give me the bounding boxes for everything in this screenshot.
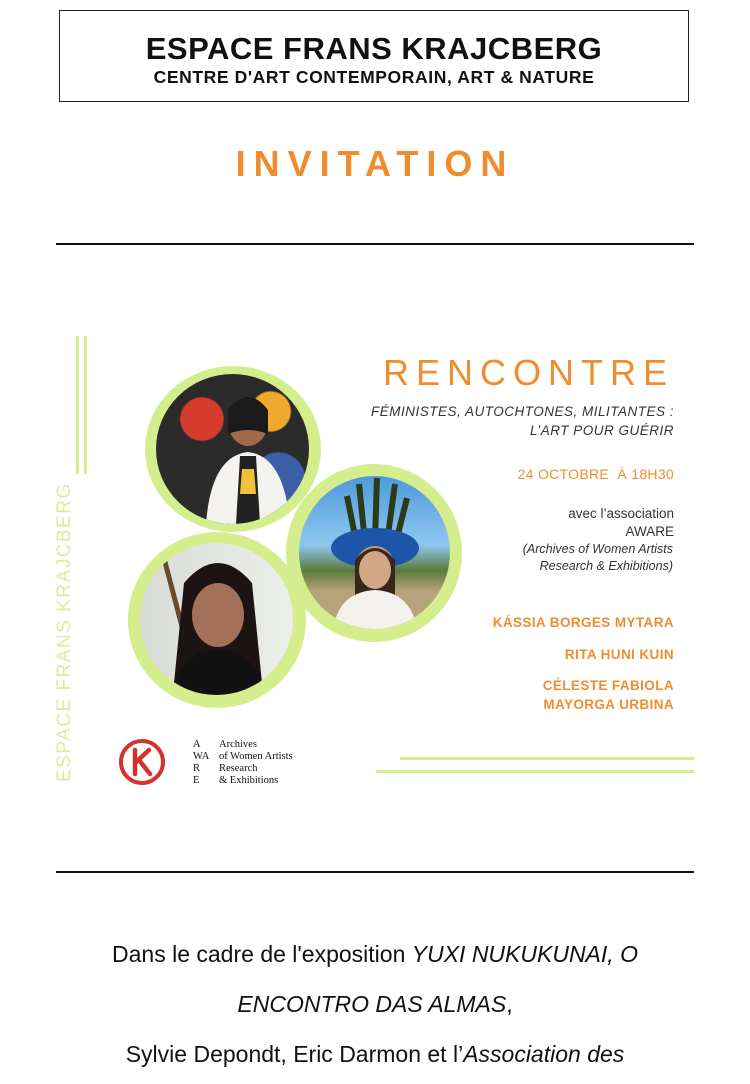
aware-letter: E bbox=[193, 775, 200, 786]
aware-word: Research bbox=[219, 763, 258, 774]
poster-subtitle-line2: L’ART POUR GUÉRIR bbox=[529, 423, 674, 438]
poster-vertical-label: ESPACE FRANS KRAJCBERG bbox=[54, 482, 75, 782]
body-text-plain: Dans le cadre de l'exposition bbox=[112, 941, 412, 967]
body-line-2 bbox=[0, 991, 750, 1018]
body-text-plain: Sylvie Depondt, Eric Darmon et l’ bbox=[125, 1041, 464, 1067]
photo-circle-kassia bbox=[145, 366, 321, 532]
photo-circle-celeste bbox=[128, 532, 306, 708]
portrait-figure-icon bbox=[156, 374, 309, 524]
exhibition-title: YUXI NUKUKUNAI, O bbox=[411, 941, 638, 967]
event-date: 24 OCTOBRE À 18H30 bbox=[517, 466, 674, 482]
association-line1: avec l’association bbox=[568, 506, 674, 521]
aware-letter: WA bbox=[193, 751, 210, 762]
aware-letter: R bbox=[193, 763, 201, 774]
exhibition-title: ENCONTRO DAS ALMAS bbox=[237, 991, 507, 1017]
poster-subtitle-line1: FÉMINISTES, AUTOCHTONES, MILITANTES : bbox=[370, 404, 674, 419]
krajcberg-logo-icon bbox=[118, 738, 166, 786]
poster-heading: RENCONTRE bbox=[382, 352, 674, 393]
portrait-figure-icon bbox=[299, 476, 450, 629]
aware-letter: A bbox=[193, 739, 201, 750]
poster-subtitle bbox=[371, 402, 674, 440]
portrait-image bbox=[156, 374, 309, 524]
artist-name: MAYORGA URBINA bbox=[543, 697, 674, 712]
header-box bbox=[59, 10, 689, 102]
association-info bbox=[568, 505, 674, 541]
aware-logo bbox=[193, 739, 293, 787]
body-text-plain: , bbox=[506, 991, 513, 1017]
invitation-heading: INVITATION bbox=[235, 143, 515, 184]
header-subtitle: CENTRE D'ART CONTEMPORAIN, ART & NATURE bbox=[153, 67, 595, 87]
top-divider bbox=[56, 243, 694, 245]
portrait-image bbox=[140, 543, 293, 695]
body-line-1 bbox=[0, 941, 750, 968]
portrait-figure-icon bbox=[140, 543, 293, 695]
header-title: ESPACE FRANS KRAJCBERG bbox=[145, 31, 603, 66]
poster-line-bottom bbox=[376, 770, 694, 773]
poster-line-top bbox=[400, 757, 694, 760]
association-line2: AWARE bbox=[625, 524, 674, 539]
artist-name: KÁSSIA BORGES MYTARA bbox=[492, 615, 674, 630]
artist-name: CÉLESTE FABIOLA bbox=[542, 678, 674, 693]
association-fullname-line1: (Archives of Women Artists bbox=[522, 542, 673, 556]
poster-bar-right bbox=[84, 336, 87, 474]
poster-bar-left bbox=[76, 336, 79, 474]
artist-name: RITA HUNI KUIN bbox=[564, 647, 674, 662]
body-line-3 bbox=[0, 1041, 750, 1068]
aware-word: & Exhibitions bbox=[219, 775, 279, 786]
aware-word: of Women Artists bbox=[219, 751, 293, 762]
aware-word: Archives bbox=[219, 739, 257, 750]
portrait-image bbox=[299, 476, 450, 629]
association-fullname bbox=[523, 541, 673, 575]
bottom-divider bbox=[56, 871, 694, 873]
photo-circle-rita bbox=[286, 464, 462, 642]
association-name: Association des bbox=[463, 1041, 625, 1067]
association-fullname-line2: Research & Exhibitions) bbox=[539, 559, 673, 573]
